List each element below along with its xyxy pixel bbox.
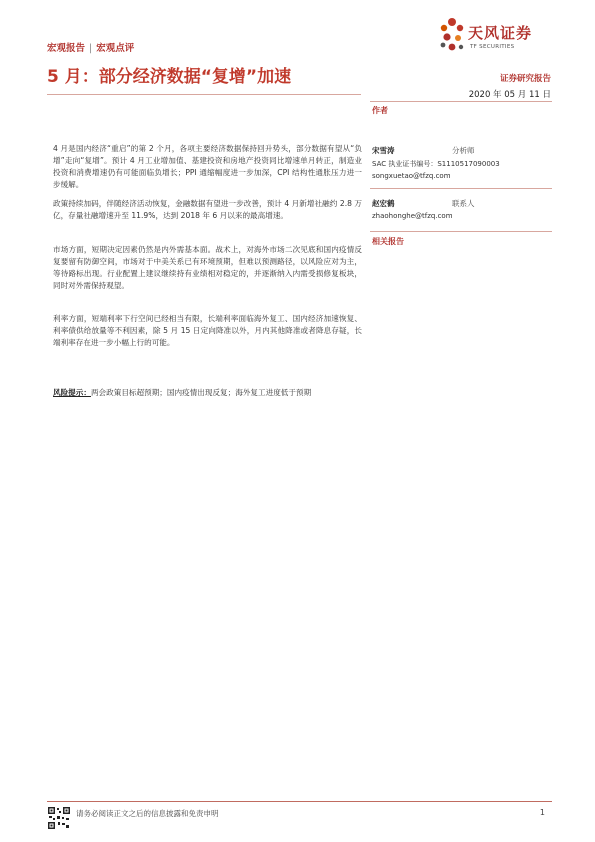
- body-paragraph-2: 政策持续加码，伴随经济活动恢复，金融数据有望进一步改善，预计 4 月新增社融约 2.8 万亿，存量社融增速升至 11.9%，达到 2018 年 6 月以来的最高增速。: [53, 199, 362, 220]
- report-title: 5 月：部分经济数据“复增”加速: [47, 67, 292, 87]
- page-number: 1: [539, 808, 545, 817]
- breadcrumb-category: 宏观报告: [47, 43, 86, 54]
- author-email[interactable]: songxuetao@tfzq.com: [372, 172, 451, 180]
- brand-name: 天风证券: [468, 24, 533, 42]
- sidebar-divider: [370, 231, 552, 232]
- author-name: 宋雪涛: [372, 146, 395, 155]
- breadcrumb-separator: |: [89, 43, 93, 54]
- related-reports-heading: 相关报告: [372, 237, 404, 246]
- report-date: 2020 年 05 月 11 日: [468, 90, 551, 100]
- body-paragraph-3: 市场方面，短期决定因素仍然是内外需基本面。战术上，对海外市场二次见底和国内疫情反复要留有防御空间，市场对于中美关系已有环境预期，但难以预测路径，以风险应对为主，等待路标出现。行业配置上建议继续持有业绩相对稳定的，并逐渐纳入内需受损修复板块，同时对外需保持观望。: [53, 245, 362, 290]
- flower-logo-icon: [438, 14, 466, 54]
- author-card: [372, 198, 552, 220]
- risk-warning: [53, 387, 362, 399]
- breadcrumb: [47, 40, 134, 54]
- report-type: 证券研究报告: [499, 74, 551, 84]
- footer-divider: [47, 801, 552, 802]
- body-paragraph-4: 利率方面，短端利率下行空间已经相当有限，长端利率面临海外复工、国内经济加速恢复、利率债供给放量等不利因素，除 5 月 15 日定向降准以外，月内其他降准或者降息存疑，长端利率存在进一步小幅上行的可能。: [53, 314, 362, 347]
- body-paragraph-1: 4 月是国内经济“重启”的第 2 个月，各项主要经济数据保持回升势头，部分数据有望从“负增”走向“复增”。预计 4 月工业增加值、基建投资和房地产投资同比增速单月转正，制造业投资和消费增速仍有可能面临负增长；PPI 通缩幅度进一步加深，CPI 结构性通胀压力进一步缓解。: [53, 144, 362, 189]
- title-divider: [47, 94, 361, 95]
- footer-disclaimer: 请务必阅读正文之后的信息披露和免责申明: [76, 809, 219, 818]
- sidebar-top-divider: [370, 101, 552, 102]
- risk-label: 风险提示：: [53, 388, 91, 397]
- breadcrumb-subcategory: 宏观点评: [96, 43, 135, 54]
- author-email[interactable]: zhaohonghe@tfzq.com: [372, 212, 453, 220]
- risk-text: 两会政策目标超预期；国内疫情出现反复；海外复工进度低于预期: [90, 388, 312, 397]
- brand-name-en: TF SECURITIES: [470, 44, 515, 50]
- author-heading: 作者: [372, 106, 388, 115]
- qr-code-icon: [47, 806, 71, 830]
- author-name: 赵宏鹤: [372, 199, 395, 208]
- brand-logo: [438, 14, 563, 58]
- author-role: 分析师: [452, 146, 475, 155]
- author-role: 联系人: [452, 199, 475, 208]
- author-cert: SAC 执业证书编号：S1110517090003: [372, 160, 500, 168]
- sidebar-divider: [370, 188, 552, 189]
- author-card: [372, 145, 552, 180]
